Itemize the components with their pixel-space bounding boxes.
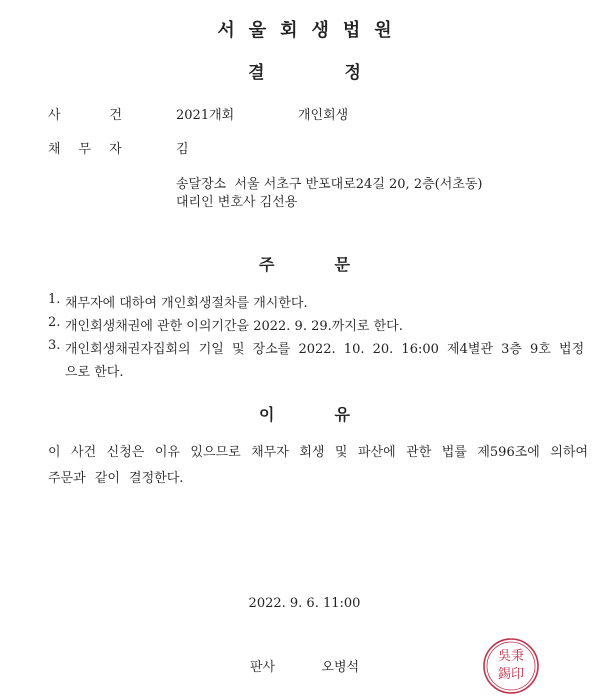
- order-item-text: 채무자에 대하여 개인회생절차를 개시한다.: [65, 296, 308, 311]
- order-item-number: 3.: [48, 338, 61, 353]
- seal-text-top: 吳秉: [497, 649, 525, 664]
- judge-seal-icon: [476, 632, 546, 700]
- judge-title: 판사: [250, 660, 276, 675]
- order-heading: 주문: [259, 255, 410, 274]
- order-item-number: 2.: [48, 315, 61, 330]
- case-number: 2021개회: [176, 108, 235, 123]
- order-item-continuation: 으로 한다.: [65, 365, 124, 380]
- judge-signature: [250, 656, 359, 675]
- debtor-name: 김: [176, 142, 189, 157]
- order-item-text: 개인회생채권에 관한 이의기간을 2022. 9. 29.까지로 한다.: [65, 319, 403, 334]
- case-label: 사건: [48, 108, 172, 123]
- order-item-number: 1.: [48, 292, 61, 307]
- reason-text: 이 사건 신청은 이유 있으므로 채무자 회생 및 파산에 관한 법률 제596조에 의하여 주문과 같이 결정한다.: [48, 445, 588, 486]
- reason-heading: 이유: [259, 405, 410, 424]
- judge-name: 오병석: [321, 660, 360, 675]
- document-type: 결정: [248, 63, 441, 83]
- service-address: 송달장소 서울 서초구 반포대로24길 20, 2층(서초동): [176, 177, 483, 192]
- seal-text-bottom: 錫印: [497, 667, 525, 682]
- legal-agent: 대리인 변호사 김선용: [176, 195, 298, 210]
- debtor-label: 채무자: [48, 142, 140, 157]
- decision-date: 2022. 9. 6. 11:00: [248, 596, 361, 611]
- order-item-text: 개인회생채권자집회의 기일 및 장소를 2022. 10. 20. 16:00 제4별관 3층 9호 법정: [65, 342, 585, 357]
- court-title: 서울회생법원: [217, 20, 406, 41]
- case-name: 개인회생: [298, 108, 349, 123]
